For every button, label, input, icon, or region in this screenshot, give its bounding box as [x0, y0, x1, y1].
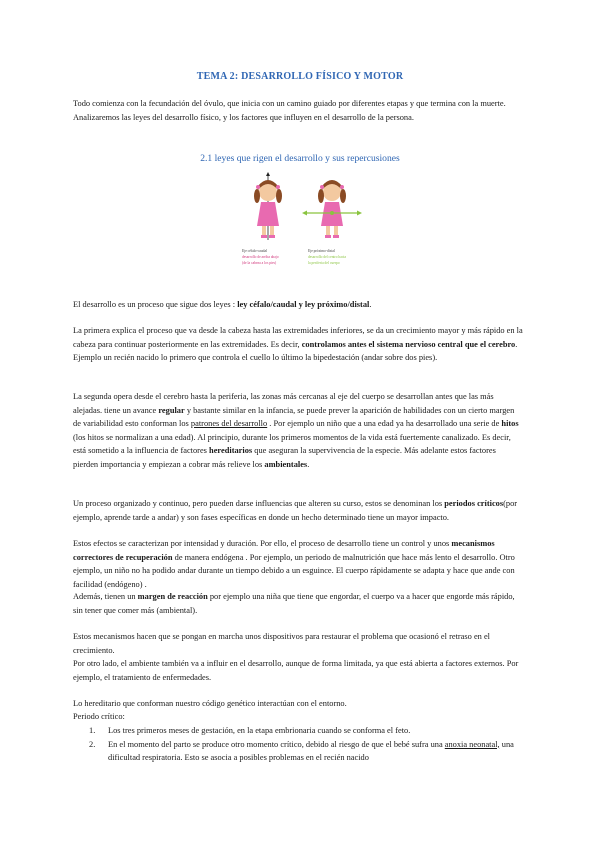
- critical-period-list: [73, 724, 523, 765]
- list-item: 2. En el momento del parto se produce otro momento crítico, debido al riesgo de que el bebé sufra una anoxia neonatal, una dificultad respiratoria. Esto se asocia a posibles problemas en el recién nacido: [89, 739, 514, 763]
- correction-mechanisms-paragraph: Estos efectos se caracterizan por intensidad y duración. Por ello, el proceso de desarrollo tiene un control y unos mecanismos correctores de recuperación de manera endógena . Por ejemplo, un periodo de malnutrición que hace más lento el desarrollo. Otro ejemplo, un niño no ha podido andar durante un tiempo debido a un esguince. El cuerpo rápidamente se adapta y hace que ande con facilidad (endógeno) .: [73, 539, 515, 589]
- right-caption: Eje próximo-distal desarrollo del centro hacia la periferia del cuerpo: [308, 249, 347, 265]
- critical-periods-paragraph: Un proceso organizado y continuo, pero pueden darse influencias que alteren su curso, estos se denominan los periodos críticos(por ejemplo, aprende tarde a andar) y son fases específicas en donde un hecho determinado tiene un mayor impacto.: [73, 499, 518, 522]
- proximodistal-paragraph: La segunda opera desde el cerebro hasta la periferia, las zonas más cercanas al eje del cuerpo se desarrollan antes que las más alejadas. tiene un avance regular y bastante similar en la infancia, se puede prever la aparición de habilidades con un cierto margen de variabilidad esto conforman los patrones del desarrollo . Por ejemplo un niño que a una edad ya ha desarrollado una serie de hitos (los hitos se normalizan a una edad). Al principio, durante los primeros momentos de la vida está fuertemente canalizado. Es decir, está sometido a la influencia de factores hereditarios que aseguran la supervivencia de la especie. Más adelante estos factores pierden importancia y empiezan a cobrar más relieve los ambientales.: [73, 392, 519, 469]
- left-caption: Eje céfalo-caudal desarrollo de arriba abajo (de la cabeza a los pies): [242, 249, 279, 265]
- critical-period-heading: Periodo crítico:: [73, 712, 125, 721]
- section-title: 2.1 leyes que rigen el desarrollo y sus repercusiones: [200, 153, 400, 164]
- environment-paragraph: Por otro lado, el ambiente también va a influir en el desarrollo, aunque de forma limitada, ya que está abierta a factores externos. Por ejemplo, el tratamiento de enfermedades.: [73, 659, 519, 682]
- document-title: TEMA 2: DESARROLLO FÍSICO Y MOTOR: [196, 71, 404, 82]
- list-item: 1. Los tres primeros meses de gestación, en la etapa embrionaria cuando se conforma el feto.: [89, 726, 411, 735]
- intro-paragraph: Todo comienza con la fecundación del óvulo, que inicia con un camino guiado por diferentes etapas y que termina con la muerte. Analizaremos las leyes del desarrollo físico, y los factores que influyen en el desarrollo de la persona.: [73, 99, 506, 122]
- mechanisms-paragraph: Estos mecanismos hacen que se pongan en marcha unos dispositivos para restaurar el problema que ocasionó el retraso en el crecimiento.: [73, 632, 490, 655]
- cephalocaudal-paragraph: La primera explica el proceso que va desde la cabeza hasta las extremidades inferiores, se da un crecimiento mayor y más rápido en la cabeza para continuar posteriormente en las extremidades. Es decir, controlamos antes el sistema nervioso central que el cerebro. Ejemplo un recién nacido lo primero que controla el cuello lo último la bipedestación (andar sobre dos pies).: [73, 326, 523, 363]
- laws-paragraph: El desarrollo es un proceso que sigue dos leyes : ley céfalo/caudal y ley próximo/distal.: [73, 300, 372, 309]
- right-girl-figure: [302, 180, 362, 238]
- development-axes-illustration: [238, 170, 368, 274]
- left-girl-figure: [254, 172, 282, 240]
- reaction-margin-paragraph: Además, tienen un margen de reacción por ejemplo una niña que tiene que engordar, el cuerpo va a hacer que engorde más rápido, sin tener que comer más (ambiental).: [73, 592, 515, 615]
- heredity-paragraph: Lo hereditario que conforman nuestro código genético interactúan con el entorno.: [73, 699, 347, 708]
